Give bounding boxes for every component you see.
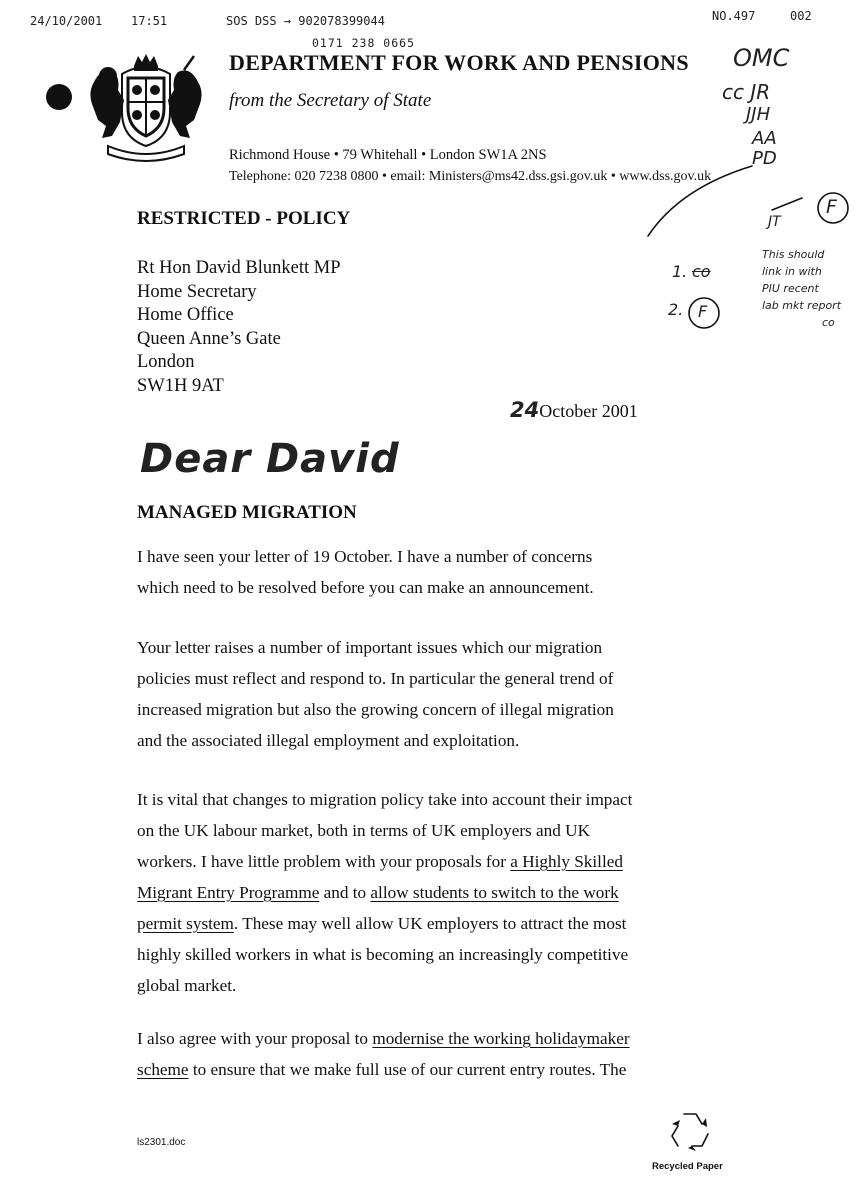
letterhead-subtitle: from the Secretary of State <box>229 90 432 111</box>
letter-date <box>510 398 638 422</box>
recipient-line: Rt Hon David Blunkett MP <box>137 258 341 278</box>
department-name: DEPARTMENT FOR WORK AND PENSIONS <box>229 50 689 75</box>
paragraph-text: I also agree with your proposal to <box>137 1029 373 1048</box>
paragraph-line <box>137 1054 727 1085</box>
recipient-address <box>137 257 341 398</box>
annotation-routing-5: PD <box>752 148 777 169</box>
annotation-circle-mark: F <box>826 196 837 218</box>
recipient-line: Queen Anne’s Gate <box>137 328 281 349</box>
paragraph-line <box>137 846 727 877</box>
paragraph-text: to ensure that we make full use of our current entry routes. The <box>188 1060 627 1079</box>
annotation-note-line: PIU recent <box>762 282 819 295</box>
paragraph-text: and to <box>319 883 371 902</box>
underlined-phrase: allow students to switch to the work <box>370 883 619 902</box>
paragraph-line: global market. <box>137 976 237 995</box>
paragraph-line: Your letter raises a number of important issues which our migration <box>137 638 603 657</box>
annotation-note-line: co <box>822 316 835 329</box>
paragraph-line <box>137 1023 727 1054</box>
letterhead-address: Richmond House • 79 Whitehall • London SW1A 2NS <box>229 147 547 163</box>
paragraph-1 <box>137 541 727 603</box>
punch-hole-mark <box>46 84 72 110</box>
underlined-phrase: permit system <box>137 914 234 933</box>
handwritten-phone-number: 0171 238 0665 <box>312 36 416 50</box>
annotation-routing-1: OMC <box>733 44 790 72</box>
footer-filename: ls2301.doc <box>137 1137 186 1148</box>
recipient-line: SW1H 9AT <box>137 375 224 396</box>
underlined-phrase: a Highly Skilled <box>510 852 623 871</box>
paragraph-line: I have seen your letter of 19 October. I have a number of concerns <box>137 547 593 566</box>
handwritten-salutation: Dear David <box>140 436 400 482</box>
paragraph-line: on the UK labour market, both in terms of UK employers and UK <box>137 821 590 840</box>
recipient-line: Home Secretary <box>137 281 257 302</box>
fax-page-number: NO.497 <box>712 9 756 23</box>
paragraph-line <box>137 877 727 908</box>
annotation-item-two-mark: F <box>698 302 708 321</box>
paragraph-line: highly skilled workers in what is becoming an increasingly competitive <box>137 945 629 964</box>
paragraph-line <box>137 908 727 939</box>
paragraph-text: . These may well allow UK employers to attract the most <box>233 914 627 933</box>
classification-heading: RESTRICTED - POLICY <box>137 208 351 229</box>
paragraph-line: and the associated illegal employment and exploitation. <box>137 731 520 750</box>
fax-time: 17:51 <box>131 14 168 28</box>
footer-recycled-paper: Recycled Paper <box>652 1161 723 1172</box>
fax-page-code: 002 <box>790 9 812 23</box>
letter-date-day: 24 <box>510 398 540 422</box>
annotation-routing-3: JJH <box>746 104 771 125</box>
paragraph-3 <box>137 784 727 1001</box>
annotation-routing-4: AA <box>752 128 777 149</box>
recipient-line: Home Office <box>137 305 234 325</box>
paragraph-line: which need to be resolved before you can make an announcement. <box>137 578 594 597</box>
paragraph-text: workers. I have little problem with your proposals for <box>137 852 511 871</box>
fax-date: 24/10/2001 <box>30 14 103 28</box>
annotation-note-line: link in with <box>762 265 822 278</box>
letterhead-contact: Telephone: 020 7238 0800 • email: Ministers@ms42.dss.gsi.gov.uk • www.dss.gov.uk <box>229 169 712 184</box>
royal-coat-of-arms-icon <box>84 52 208 164</box>
fax-route: SOS DSS → 902078399044 <box>226 14 385 28</box>
annotation-note <box>762 246 841 331</box>
annotation-note-line: lab mkt report <box>762 299 842 312</box>
letter-date-rest: October 2001 <box>539 401 638 421</box>
annotation-routing-2: cc JR <box>722 80 771 104</box>
paragraph-line: increased migration but also the growing concern of illegal migration <box>137 700 614 719</box>
annotation-item-two: 2. <box>668 300 684 319</box>
paragraph-2 <box>137 632 727 756</box>
underlined-phrase: scheme <box>137 1060 189 1079</box>
recycle-icon <box>664 1106 716 1154</box>
underlined-phrase: modernise the working holidaymaker <box>372 1029 630 1048</box>
paragraph-4 <box>137 1023 727 1085</box>
annotation-initial-mark: JT <box>768 214 781 230</box>
paragraph-line: policies must reflect and respond to. In particular the general trend of <box>137 669 614 688</box>
annotation-item-one-mark: co <box>692 262 711 281</box>
recipient-line: London <box>137 352 195 372</box>
annotation-note-line: This should <box>762 248 825 261</box>
paragraph-line: It is vital that changes to migration policy take into account their impact <box>137 790 633 809</box>
subject-heading: MANAGED MIGRATION <box>137 502 357 523</box>
annotation-item-one: 1. <box>672 262 688 281</box>
underlined-phrase: Migrant Entry Programme <box>137 883 320 902</box>
